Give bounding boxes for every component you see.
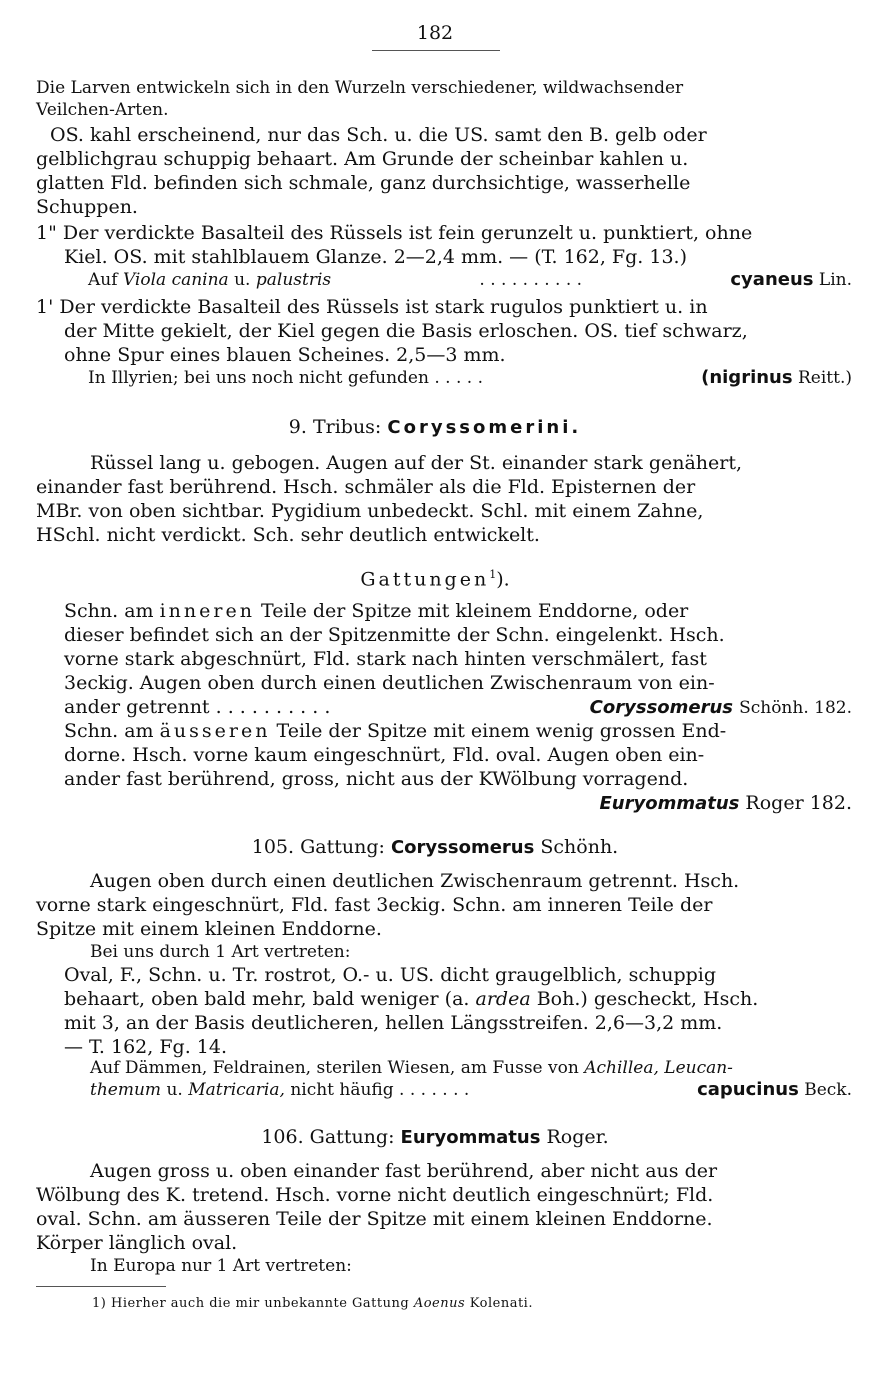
heading-text: ). — [496, 568, 510, 591]
text-line: gelblichgrau schuppig behaart. Am Grunde der scheinbar kahlen u. — [36, 148, 689, 170]
plant-name: Achillea, Leucan- — [584, 1058, 733, 1078]
text-line: 1' Der verdickte Basalteil des Rüssels ist stark rugulos punktiert u. in — [36, 296, 708, 318]
text-line: ohne Spur eines blauen Scheines. 2,5—3 mm. — [64, 344, 506, 366]
text-line: 1" Der verdickte Basalteil des Rüssels ist fein gerunzelt u. punktiert, ohne — [36, 222, 753, 244]
text-span: u. — [234, 270, 251, 290]
text-line — [36, 78, 851, 98]
author-name: Schönh. — [540, 836, 619, 858]
text-span: Schn. am — [64, 720, 154, 742]
text-line: vorne stark abgeschnürt, Fld. stark nach hinten verschmälert, fast — [64, 648, 707, 670]
text-span: Schn. am — [64, 600, 154, 622]
genus-heading — [0, 836, 870, 859]
author-name: Schönh. 182. — [739, 698, 852, 718]
text-line: HSchl. nicht verdickt. Sch. sehr deutlich entwickelt. — [36, 524, 540, 546]
text-line: vorne stark eingeschnürt, Fld. fast 3eckig. Schn. am inneren Teile der — [36, 894, 713, 916]
genus-name: Coryssomerus — [589, 697, 734, 718]
text-line: Schuppen. — [36, 196, 138, 218]
header-rule — [372, 50, 500, 51]
species-name: (nigrinus — [701, 367, 793, 388]
author-name: Roger. — [546, 1126, 609, 1148]
text-line: Augen gross u. oben einander fast berührend, aber nicht aus der — [90, 1160, 718, 1182]
author-name: Reitt.) — [798, 368, 852, 388]
heading-prefix: 105. Gattung: — [251, 836, 385, 858]
footnote-ref: 1 — [489, 568, 497, 581]
plant-name: themum — [90, 1080, 162, 1100]
text-span: ander getrennt . . . . . . . . . . — [64, 696, 331, 718]
heading-prefix: 9. Tribus: — [288, 416, 382, 438]
text-line: dorne. Hsch. vorne kaum eingeschnürt, Fld. oval. Augen oben ein- — [64, 744, 705, 766]
species-name: capucinus — [697, 1079, 799, 1100]
genus-name: Euryommatus — [400, 1127, 541, 1148]
variety-name: ardea — [475, 988, 531, 1010]
text-line: mit 3, an der Basis deutlicheren, hellen Längsstreifen. 2,6—3,2 mm. — [64, 1012, 723, 1034]
text-line: OS. kahl erscheinend, nur das Sch. u. die US. samt den B. gelb oder — [50, 124, 707, 146]
text-line: dieser befindet sich an der Spitzenmitte der Schn. eingelenkt. Hsch. — [64, 624, 725, 646]
text-line: — T. 162, Fg. 14. — [64, 1036, 227, 1058]
text-line: In Europa nur 1 Art vertreten: — [90, 1256, 352, 1276]
text-line: MBr. von oben sichtbar. Pygidium unbedeckt. Schl. mit einem Zahne, — [36, 500, 704, 522]
text-line — [64, 600, 688, 622]
text-span: Teile der Spitze mit kleinem Enddorne, oder — [261, 600, 689, 622]
text-line — [64, 988, 758, 1010]
genus-heading — [0, 1126, 870, 1149]
text-line: Körper länglich oval. — [36, 1232, 238, 1254]
text-line: der Mitte gekielt, der Kiel gegen die Basis erloschen. OS. tief schwarz, — [64, 320, 748, 342]
text-line: oval. Schn. am äusseren Teile der Spitze mit einem kleinen Enddorne. — [36, 1208, 713, 1230]
word-span: Die Larven entwickeln sich in den Wurzeln verschiedener, wildwachsender — [36, 78, 684, 98]
text-span: Boh.) gescheckt, Hsch. — [536, 988, 759, 1010]
footnote-marker: 1) — [92, 1296, 107, 1311]
text-line: Kiel. OS. mit stahlblauem Glanze. 2—2,4 mm. — (T. 162, Fg. 13.) — [64, 246, 687, 268]
genus-name: Euryommatus — [599, 793, 740, 814]
text-line — [64, 720, 726, 742]
text-span: Hierher auch die mir unbekannte Gattung — [110, 1296, 410, 1311]
text-line: glatten Fld. befinden sich schmale, ganz durchsichtige, wasserhelle — [36, 172, 691, 194]
text-line: Augen oben durch einen deutlichen Zwischenraum getrennt. Hsch. — [90, 870, 740, 892]
tribe-heading — [0, 416, 870, 439]
plant-name: Viola canina — [122, 270, 229, 290]
species-line — [88, 270, 852, 290]
author-name: Roger 182. — [745, 792, 852, 814]
text-line: ander fast berührend, gross, nicht aus der KWölbung vorragend. — [64, 768, 689, 790]
author-name: Beck. — [804, 1080, 852, 1100]
text-line: 3eckig. Augen oben durch einen deutlichen Zwischenraum von ein- — [64, 672, 715, 694]
text-line: Veilchen-Arten. — [36, 100, 169, 120]
text-span: behaart, oben bald mehr, bald weniger (a. — [64, 988, 470, 1010]
author-name: Lin. — [818, 270, 852, 290]
leader-dots: . . . . . . . . . . — [479, 270, 583, 290]
text-line: Bei uns durch 1 Art vertreten: — [90, 942, 351, 962]
tribe-name: Coryssomerini. — [387, 417, 582, 438]
species-line — [90, 1080, 852, 1100]
genus-name: Aoenus — [413, 1296, 466, 1311]
heading-prefix: 106. Gattung: — [261, 1126, 395, 1148]
text-span: Auf — [88, 270, 118, 290]
genus-key-line — [64, 792, 852, 815]
text-span: Teile der Spitze mit einem wenig grossen End- — [276, 720, 727, 742]
species-line — [88, 368, 852, 388]
text-span: u. — [166, 1080, 183, 1100]
footnote-rule — [36, 1286, 166, 1287]
page-number: 182 — [416, 22, 454, 44]
text-span: Auf Dämmen, Feldrainen, sterilen Wiesen, am Fusse von — [90, 1058, 579, 1078]
text-span: nicht häufig . . . . . . . — [290, 1080, 470, 1100]
genus-name: Coryssomerus — [390, 837, 535, 858]
genus-key-line — [64, 696, 852, 719]
emphasis: inneren — [159, 600, 255, 622]
heading-text: Gattungen — [360, 568, 490, 591]
species-name: cyaneus — [730, 269, 814, 290]
text-line: einander fast berührend. Hsch. schmäler als die Fld. Episternen der — [36, 476, 696, 498]
author-name: Kolenati. — [469, 1296, 533, 1311]
text-span: In Illyrien; bei uns noch nicht gefunden . . . . . — [88, 368, 483, 388]
footnote — [92, 1296, 533, 1312]
text-line — [90, 1058, 733, 1078]
text-line: Rüssel lang u. gebogen. Augen auf der St. einander stark genähert, — [90, 452, 743, 474]
plant-name: Matricaria, — [188, 1080, 285, 1100]
text-line: Oval, F., Schn. u. Tr. rostrot, O.- u. US. dicht graugelblich, schuppig — [64, 964, 717, 986]
text-line: Wölbung des K. tretend. Hsch. vorne nicht deutlich eingeschnürt; Fld. — [36, 1184, 714, 1206]
genera-heading — [0, 564, 870, 590]
emphasis: äusseren — [159, 720, 271, 742]
plant-name: palustris — [255, 270, 332, 290]
text-line: Spitze mit einem kleinen Enddorne. — [36, 918, 382, 940]
